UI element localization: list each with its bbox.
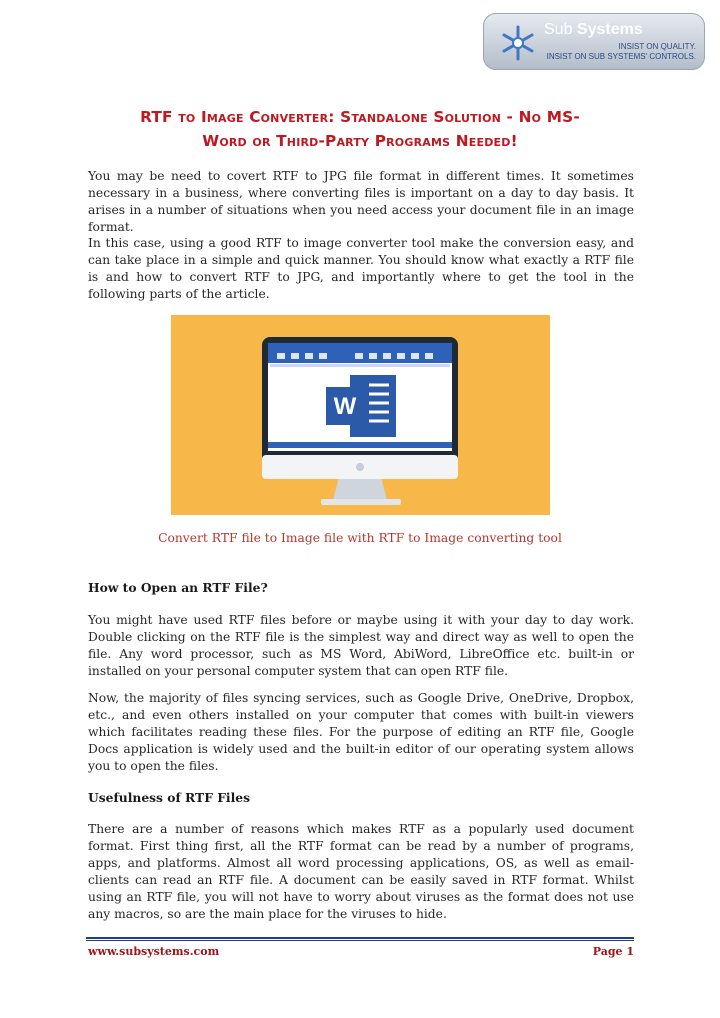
word-letter: W (333, 393, 357, 420)
logo-tagline-1: INSIST ON QUALITY. (618, 42, 696, 51)
page-title (60, 105, 660, 153)
footer-page-number: Page 1 (592, 945, 634, 958)
intro-paragraph-1: You may be need to covert RTF to JPG file format in different times. It sometimes necessary in a business, where converting files is important on a day to day basis. It arises in a number of situations when you need access your document file in an image format. (88, 169, 634, 234)
logo-brand-bold: Systems (576, 21, 643, 38)
title-line-2: Word or Third-Party Programs Needed! (202, 132, 518, 150)
logo-tagline-2: INSIST ON SUB SYSTEMS' CONTROLS. (546, 52, 696, 61)
section-heading-open-rtf: How to Open an RTF File? (88, 580, 268, 595)
section-heading-usefulness: Usefulness of RTF Files (88, 790, 251, 805)
logo-brand (544, 21, 643, 39)
section1-paragraph-2: Now, the majority of files syncing services, such as Google Drive, OneDrive, Dropbox, etc., and even others installed on your computer that comes with built-in viewers which facilitates reading these files. For the purpose of editing an RTF file, Google Docs application is widely used and the built-in editor of our operating system allows you to open the files. (88, 691, 634, 773)
monitor-illustration-icon (171, 315, 550, 515)
company-logo (483, 13, 705, 70)
snowflake-emblem-icon (500, 25, 536, 61)
logo-tagline (547, 42, 696, 62)
intro-paragraph-2: In this case, using a good RTF to image converter tool make the conversion easy, and can take place in a simple and quick manner. You should know what exactly a RTF file is and how to convert RTF to JPG, and importantly where to get the tool in the following parts of the article. (88, 236, 634, 301)
section1-paragraph-1: You might have used RTF files before or maybe using it with your day to day work. Double clicking on the RTF file is the simplest way and direct way as well to open the file. Any word processor, such as MS Word, AbiWord, LibreOffice etc. built-in or installed on your personal computer system that can open RTF file. (88, 613, 634, 678)
title-line-1: RTF to Image Converter: Standalone Solution - No MS- (140, 108, 580, 126)
article-figure (171, 315, 550, 515)
figure-caption: Convert RTF file to Image file with RTF to Image converting tool (158, 531, 562, 545)
footer-divider (86, 937, 634, 941)
footer-website-link[interactable]: www.subsystems.com (88, 945, 220, 958)
logo-brand-light: Sub (544, 21, 573, 38)
section2-paragraph-1: There are a number of reasons which makes RTF as a popularly used document format. First thing first, all the RTF format can be read by a number of programs, apps, and platforms. Almost all word processing applications, OS, as well as email- clients can read an RTF file. A document can be easily saved in RTF format. Whilst using an RTF file, you will not have to worry about viruses as the format does not use any macros, so are the main place for the viruses to hide. (88, 822, 634, 921)
